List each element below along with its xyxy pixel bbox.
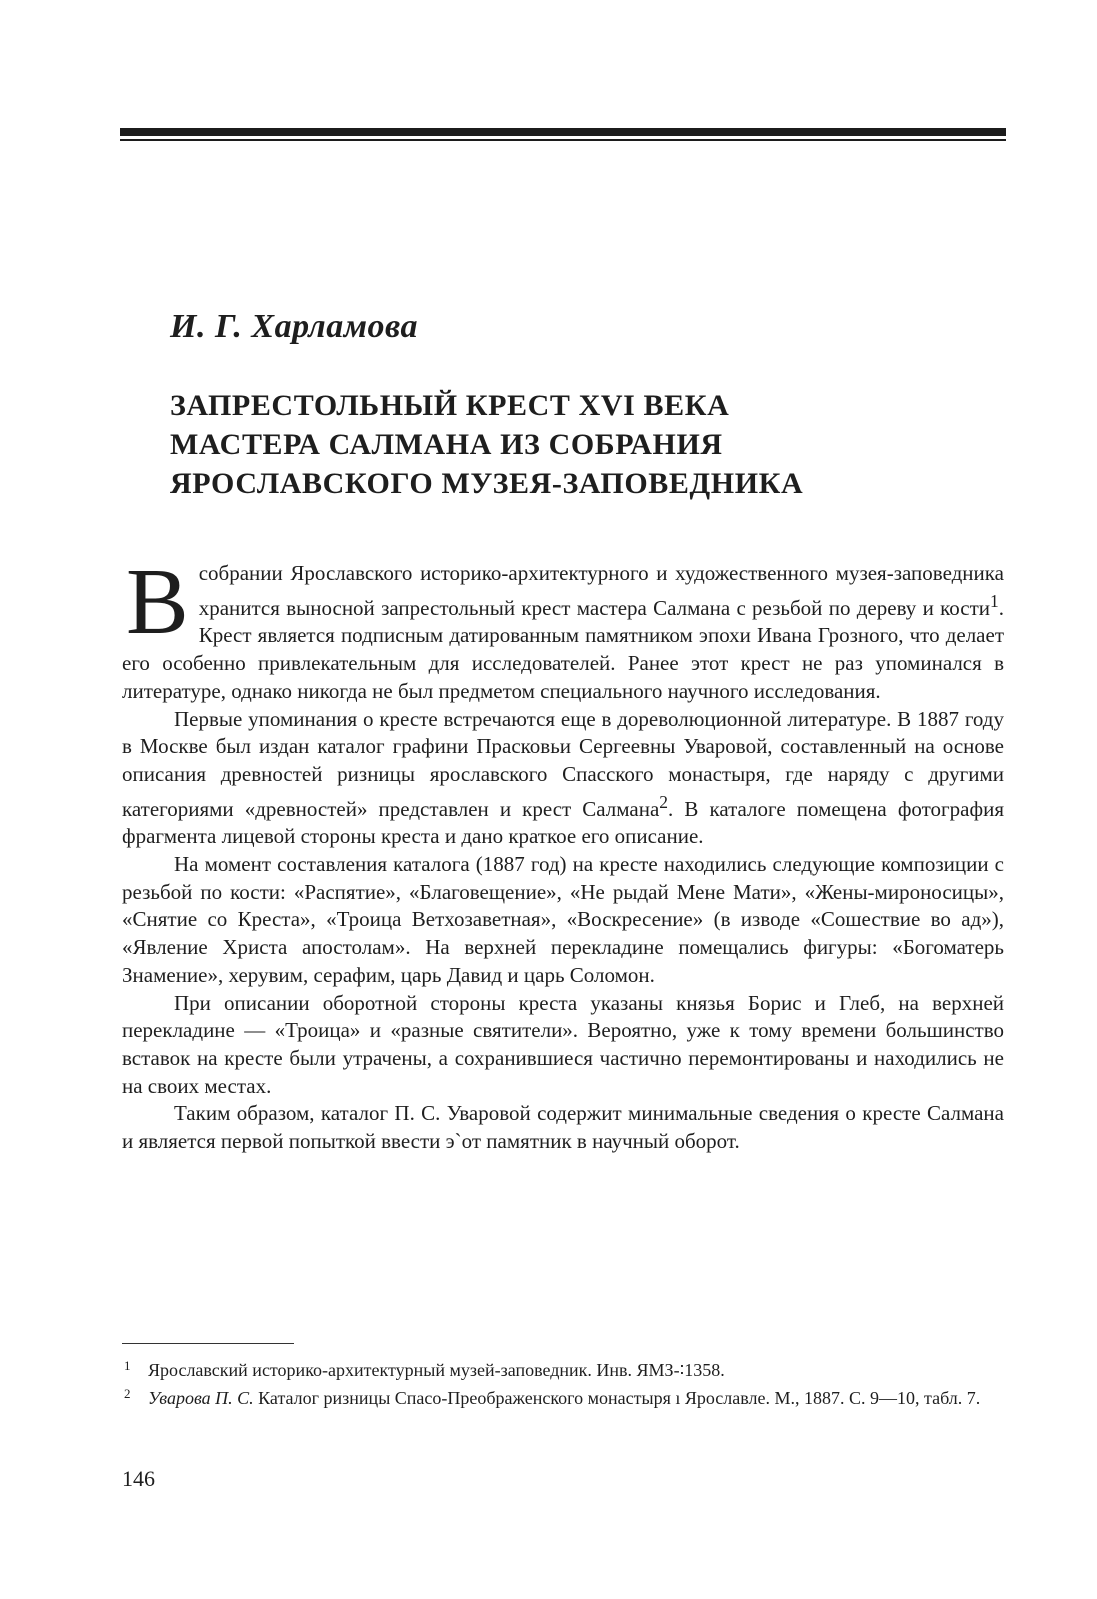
paragraph — [122, 550, 1004, 706]
paragraph-text: Таким образом, каталог П. С. Уваровой содержит минимальные сведения о кресте Салмана и является первой попыткой ввести э`от памятник в научный оборот. — [122, 1101, 1004, 1154]
paragraph-text: . В каталоге помещена фотография фрагмента лицевой стороны креста и дано краткое его описание. — [122, 796, 1004, 849]
drop-cap: В — [126, 550, 189, 654]
page-number: 146 — [122, 1466, 155, 1491]
paragraph — [122, 706, 1004, 852]
footnote-ref: 1 — [990, 590, 999, 611]
footnote-text: Каталог ризницы Спасо-Преображенского монастыря ı Ярославле. М., 1887. С. 9—10, табл. 7. — [253, 1388, 981, 1408]
paragraph-text: Первые упоминания о кресте встречаются еще в дореволюционной литературе. В 1887 году в Москве был издан каталог графини Прасковьи Сергеевны Уваровой, составленный на основе описания древностей ризницы ярославского Спасского монастыря, где наряду с другими категориями «древностей» представлен и крест Салмана — [122, 706, 1004, 821]
header-rule-thin — [120, 139, 1006, 141]
paragraph-text: На момент составления каталога (1887 год) на кресте находились следующие композиции с резьбой по кости: «Распятие», «Благовещение», «Не рыдай Мене Мати», «Жены-мироносицы», «Снятие со Креста», «Троица Ветхозаветная», «Воскресение» (в изводе «Сошествие во ад»), «Явление Христа апостолам». На верхней перекладине помещались фигуры: «Богоматерь Знамение», херувим, серафим, царь Давид и царь Соломон. — [122, 852, 1004, 987]
paragraph — [122, 1100, 1004, 1155]
paragraph-text: . Крест является подписным датированным памятником эпохи Ивана Грозного, что делает его особенно привлекательным для исследователей. Ранее этот крест не раз упоминался в литературе, однако никогда не был предметом специального научного исследования. — [122, 595, 1004, 703]
footnote-rule — [122, 1343, 294, 1344]
footnotes — [122, 1358, 1004, 1414]
article-body — [122, 550, 1004, 1156]
footnote — [122, 1358, 1004, 1382]
article-title — [170, 386, 950, 503]
header-rule-thick — [120, 128, 1006, 136]
paragraph-text: собрании Ярославского историко-архитектурного и художественного музея-заповедника хранится выносной запрестольный крест мастера Салмана с резьбой по дереву и кости — [198, 561, 1004, 620]
author-name: И. Г. Харламова — [170, 308, 419, 345]
footnote-text: Ярославский историко-архитектурный музей-заповедник. Инв. ЯМЗ-∶1358. — [148, 1360, 725, 1380]
footnote-number: 2 — [124, 1386, 131, 1401]
footnote-author: Уварова П. С. — [148, 1388, 254, 1408]
footnote-number: 1 — [124, 1358, 131, 1373]
title-line: ЗАПРЕСТОЛЬНЫЙ КРЕСТ XVI ВЕКА — [170, 389, 730, 422]
footnote — [122, 1386, 1004, 1410]
title-line: ЯРОСЛАВСКОГО МУЗЕЯ-ЗАПОВЕДНИКА — [170, 467, 804, 500]
paragraph — [122, 851, 1004, 990]
paragraph — [122, 990, 1004, 1101]
paragraph-text: При описании оборотной стороны креста указаны князья Борис и Глеб, на верхней перекладине — «Троица» и «разные святители». Вероятно, уже к тому времени большинство вставок на кресте были утрачены, а сохранившиеся частично перемонтированы и находились не на своих местах. — [122, 990, 1004, 1098]
title-line: МАСТЕРА САЛМАНА ИЗ СОБРАНИЯ — [170, 428, 723, 461]
footnote-ref: 2 — [659, 791, 669, 812]
